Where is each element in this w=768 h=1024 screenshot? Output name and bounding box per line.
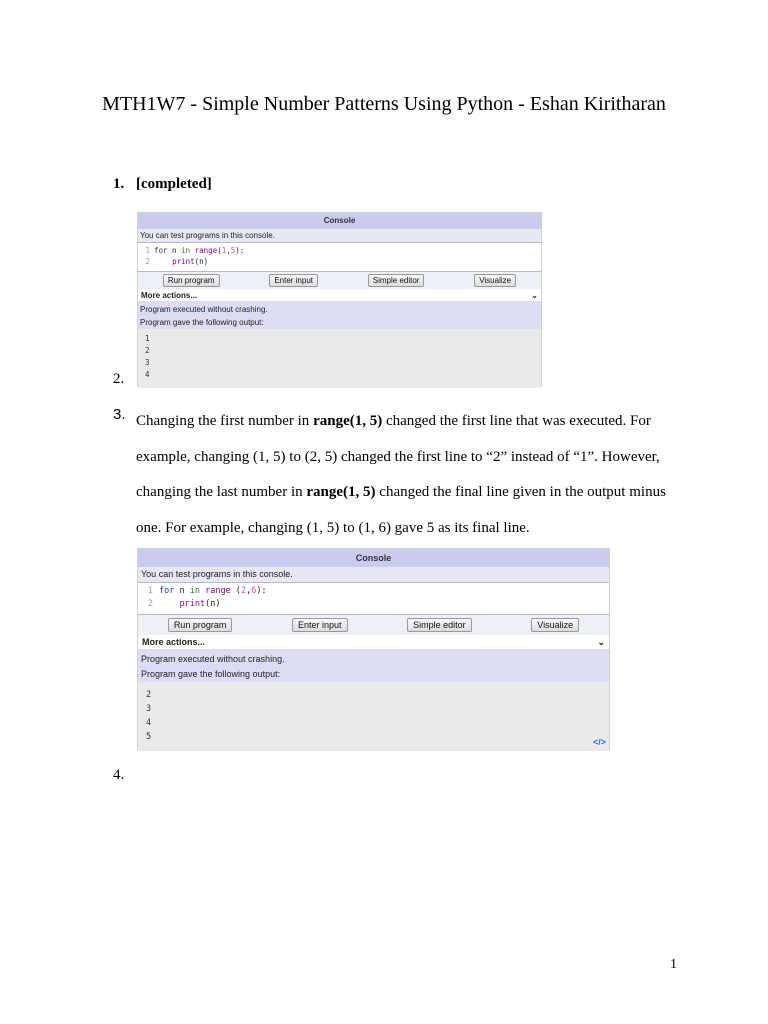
- line-number: 1: [145, 246, 150, 255]
- code-number: 5: [230, 246, 236, 255]
- code-function: print: [172, 257, 195, 266]
- code-number: 1: [221, 246, 227, 255]
- console-output: [138, 682, 609, 751]
- more-actions-select[interactable]: [138, 635, 609, 649]
- run-program-button[interactable]: Run program: [168, 618, 233, 632]
- simple-editor-button[interactable]: Simple editor: [368, 274, 425, 287]
- status-line: Program executed without crashing.: [140, 305, 268, 314]
- output-line: 3: [145, 358, 150, 367]
- visualize-button[interactable]: Visualize: [531, 618, 579, 632]
- list-number-2: 2.: [113, 371, 125, 387]
- code-args: (n): [194, 257, 209, 266]
- console-buttons: [138, 272, 541, 289]
- code-indent: [159, 599, 179, 609]
- code-function: range: [199, 586, 231, 596]
- output-line: 2: [145, 346, 150, 355]
- line-number: 2: [145, 257, 150, 266]
- code-editor[interactable]: [138, 582, 609, 615]
- code-editor[interactable]: [138, 242, 541, 272]
- code-var: n: [174, 586, 190, 596]
- text-run: changed the first line that was executed. For example, changing (1, 5) to (2, 5) changed the first line to “2” instead of “1”. However, changing the last number in: [136, 413, 660, 500]
- output-line: 1: [145, 334, 150, 343]
- visualize-button[interactable]: Visualize: [474, 274, 516, 287]
- code-keyword: for: [159, 586, 175, 596]
- console-buttons: [138, 615, 609, 635]
- status-line: Program gave the following output:: [140, 318, 264, 327]
- more-actions-label: More actions...: [142, 637, 206, 647]
- output-line: 4: [145, 370, 150, 379]
- code-function: print: [179, 598, 206, 609]
- code-line: [142, 256, 541, 267]
- status-line: Program gave the following output:: [141, 669, 281, 679]
- document-title: MTH1W7 - Simple Number Patterns Using Python - Eshan Kiritharan: [102, 93, 666, 115]
- output-line: 5: [146, 732, 152, 742]
- output-line: 3: [146, 704, 152, 714]
- more-actions-select[interactable]: [138, 289, 541, 301]
- console-2: [137, 548, 610, 750]
- code-line: [144, 585, 609, 598]
- code-line: [144, 598, 609, 611]
- console-header: Console: [138, 213, 541, 229]
- console-header: Console: [138, 549, 609, 567]
- console-status: [138, 649, 609, 682]
- console-status: [138, 301, 541, 329]
- chevron-down-icon: ⌄: [531, 290, 538, 300]
- page-number: 1: [670, 957, 677, 972]
- status-line: Program executed without crashing.: [141, 654, 285, 664]
- bold-code-ref: range(1, 5): [306, 484, 376, 500]
- line-number: 1: [147, 586, 153, 596]
- code-var: n: [167, 246, 182, 255]
- code-indent: [154, 257, 172, 266]
- more-actions-label: More actions...: [141, 290, 198, 300]
- output-line: 4: [146, 718, 152, 728]
- item3-paragraph: [136, 404, 676, 546]
- code-keyword: for: [154, 246, 168, 255]
- console-1: [137, 212, 542, 387]
- enter-input-button[interactable]: Enter input: [292, 618, 348, 632]
- code-punct: (: [230, 586, 241, 596]
- code-punct: ,: [226, 246, 231, 255]
- code-punct: ,: [246, 586, 252, 596]
- list-number-1: 1.: [113, 176, 125, 192]
- enter-input-button[interactable]: Enter input: [269, 274, 318, 287]
- code-line: [142, 245, 541, 256]
- code-function: range: [190, 246, 218, 255]
- line-number: 2: [147, 598, 153, 609]
- console-output: [138, 329, 541, 388]
- code-punct: ):: [235, 246, 245, 255]
- bold-code-ref: range(1, 5): [313, 413, 383, 429]
- run-program-button[interactable]: Run program: [163, 274, 220, 287]
- chevron-down-icon: ⌄: [597, 636, 605, 647]
- list-number-4: 4.: [113, 767, 125, 783]
- code-number: 2: [240, 586, 247, 596]
- text-run: Changing the first number in: [136, 413, 314, 429]
- text-run: changed the final line given in the output minus one. For example, changing (1, 5) to (1, 6) gave 5 as its final line.: [136, 484, 666, 536]
- list-number-3: 3.: [113, 406, 126, 423]
- simple-editor-button[interactable]: Simple editor: [407, 618, 472, 632]
- item1-text: [completed]: [136, 176, 212, 192]
- code-punct: ):: [256, 586, 267, 596]
- output-line: 2: [146, 690, 152, 700]
- code-punct: (: [217, 246, 222, 255]
- code-number: 6: [251, 586, 257, 596]
- console-info: You can test programs in this console.: [138, 567, 609, 582]
- console-info: You can test programs in this console.: [138, 229, 541, 242]
- code-keyword: in: [181, 246, 191, 255]
- embed-code-icon[interactable]: </>: [592, 737, 606, 747]
- code-keyword: in: [189, 586, 200, 596]
- code-args: (n): [205, 598, 221, 609]
